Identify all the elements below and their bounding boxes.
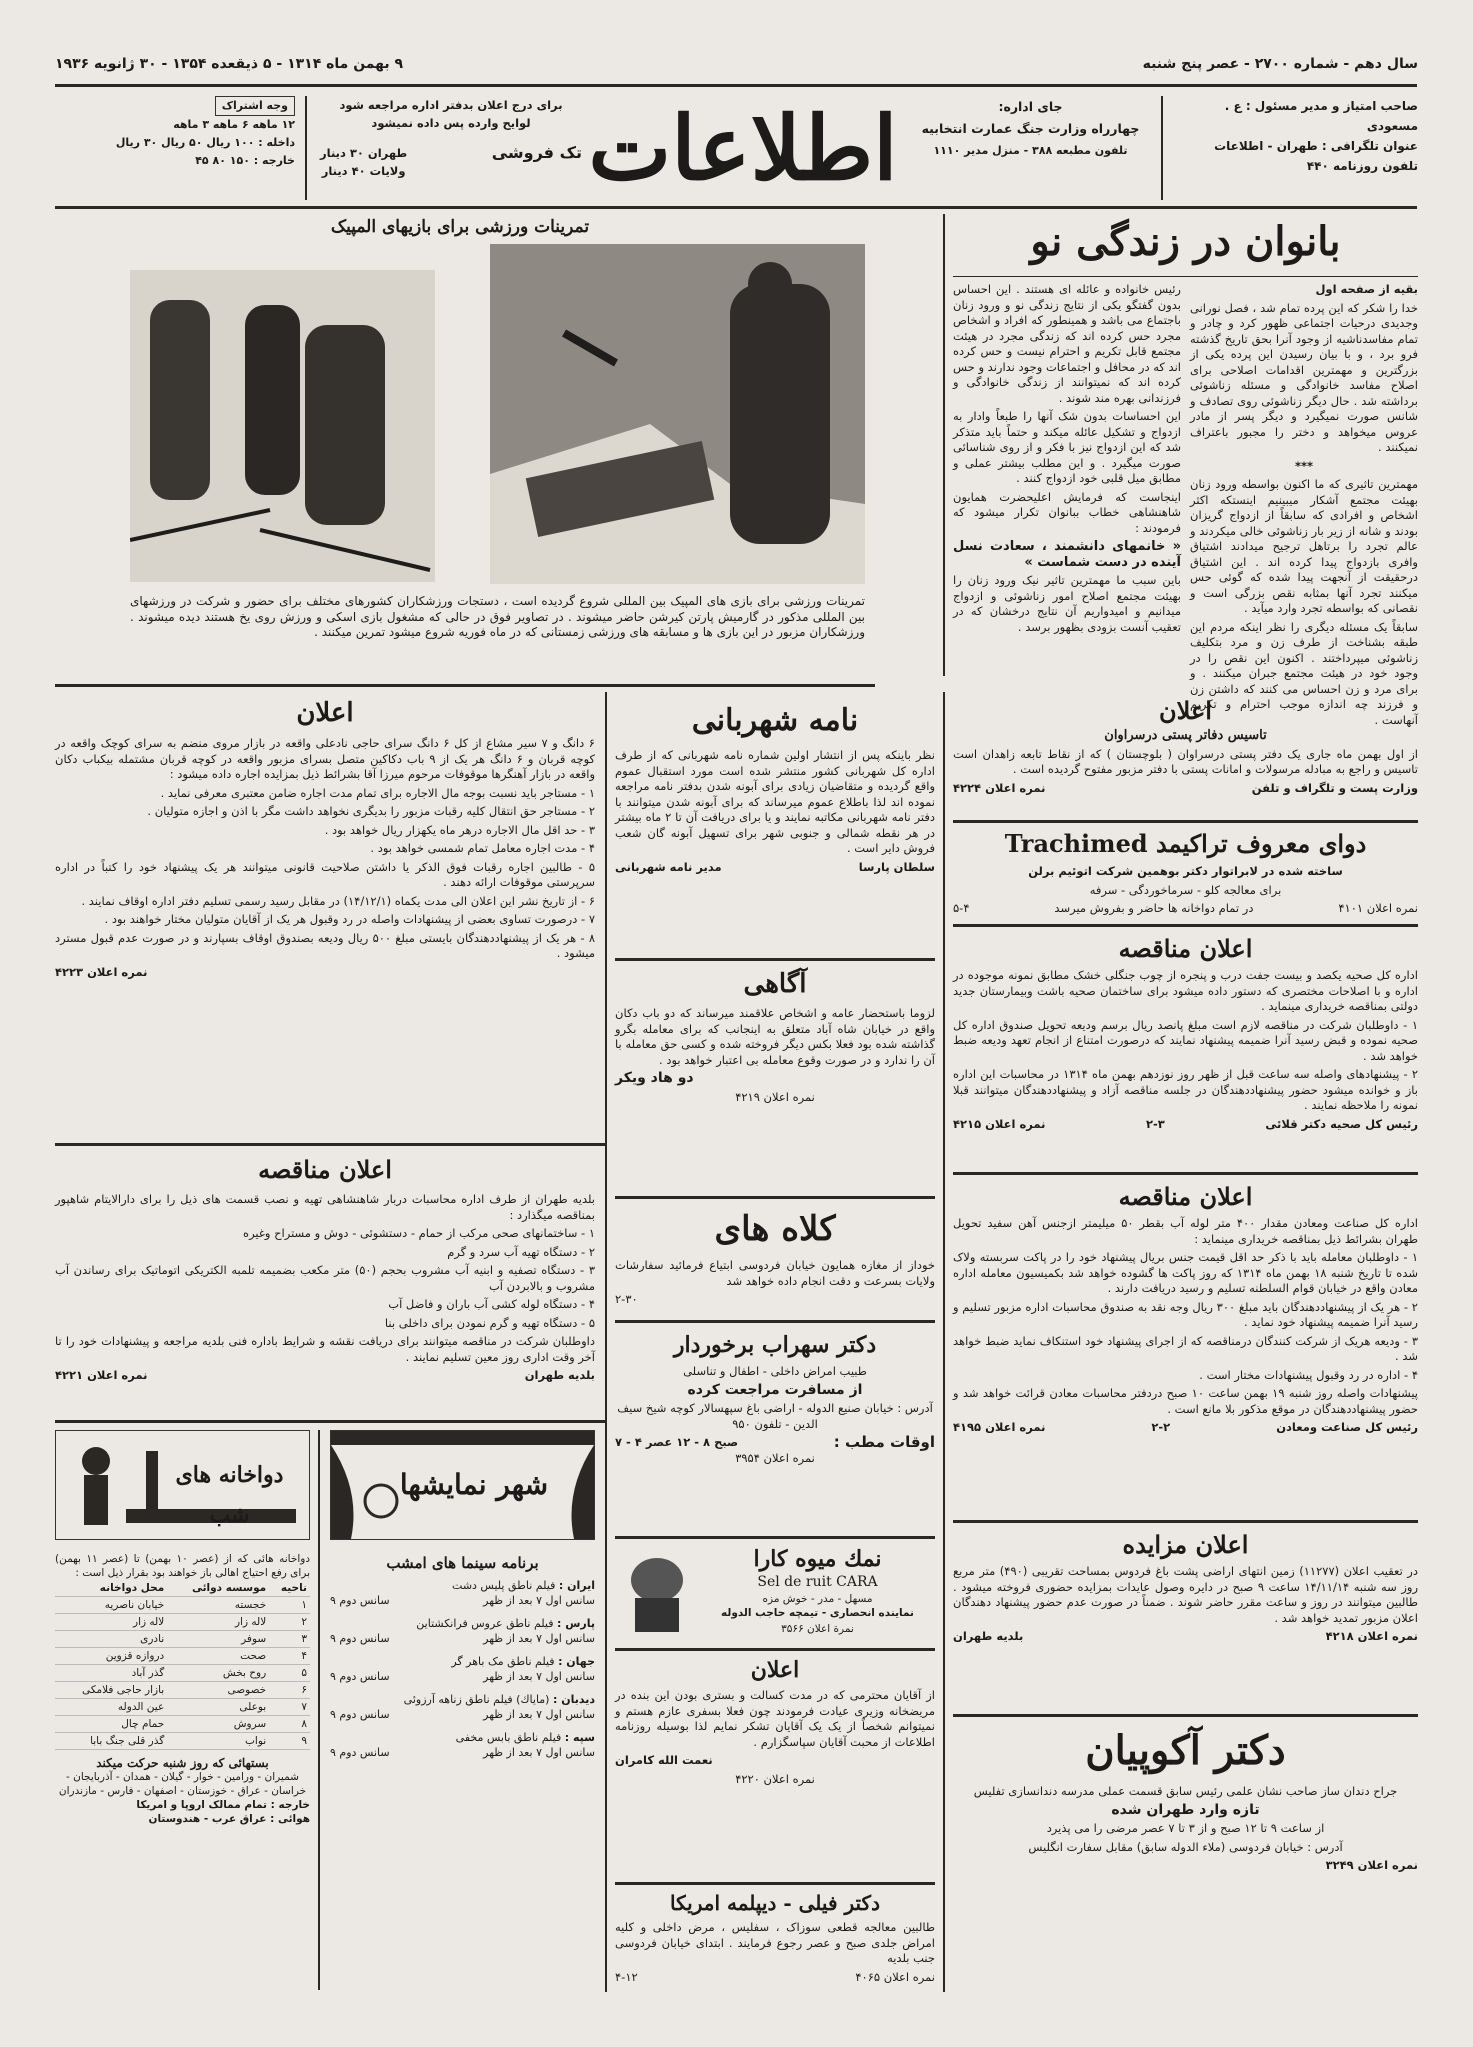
trachimed-title: دوای معروف تراكيمد Trachimed [1004, 829, 1367, 858]
doctor-filli-title: دکتر فیلی - دیپلمه امریکا [670, 1891, 880, 1915]
pharmacy-row [55, 1631, 310, 1648]
column-divider [318, 1430, 320, 1990]
olympics-caption: تمرینات ورزشی برای بازی های المپیک بین المللی شروع گردیده است ، دستجات ورزشکاران کشورهای مختلف برای حضور و شرکت در ورزشهای بین المللی مذکور در گارمیش پارتن کیرشن حاضر میشوند . در تصاویر فوق در حالی که مشغول بازی اسکی و ورزش روی یخ هستند دیده میشوند . ورزشکاران مزبور در این بازی ها و مسابقه های ورزشی زمستانی که در ماه فوریه شروع میشود تمرین میکنند . [130, 594, 865, 639]
cinema-session: سانس اول ۷ بعد از ظهر [483, 1632, 595, 1645]
pharmacy-cell: خصوصی [167, 1682, 269, 1699]
rule-trachimed [953, 924, 1418, 927]
post-air: هوائی : عراق عرب - هندوستان [148, 1813, 310, 1825]
women-paragraph: خدا را شکر که این پرده تمام شد ، فصل نورانی وجدیدی درحیات اجتماعی ظهور کرد و چادر و تمام مفاسدناشیه از وجود آنرا بحق تاریخ گذشته فرو برد ، و با بیان رسیدن این پرده یکی از بزرگترین و مهمترین اقدامات اصلاحی برای اصلاح مفاسد خانوادگی و مسئله زناشوئی برداشته شد . حال دیگر زناشوئی روی تصادف و شانس صورت نمیگیرد و دیگر پسر از مادر عروس میخواهد و دختر را مجبور باعتراف نمیکنند . [1190, 300, 1418, 454]
cinema-name: جهان : [558, 1655, 595, 1668]
rule-hats [615, 1320, 935, 1323]
cinema-item [330, 1730, 595, 1760]
pharmacy-cell: ۴ [269, 1648, 310, 1665]
cinema-program [330, 1552, 595, 1760]
pharmacy-cell: ۹ [269, 1733, 310, 1750]
pharmacy-logo: دواخانه های شب [175, 1462, 284, 1528]
pharmacy-cell: گذر آباد [55, 1665, 167, 1682]
notice-sign: دو هاد ویکر [615, 1070, 694, 1086]
auction-footer: نمره اعلان ۴۲۱۸ [1325, 1629, 1418, 1643]
pharmacy-header [55, 1580, 310, 1597]
pharmacy-cell: ۳ [269, 1631, 310, 1648]
tender-wood-body [953, 968, 1418, 1132]
tender-court-item: ۵ - دستگاه تهیه و گرم نمودن برای داخلی بنا [384, 1315, 595, 1330]
pharmacy-cell: دروازه قزوین [55, 1648, 167, 1665]
cinema-film: فیلم ناطق پلیس دشت [452, 1579, 556, 1592]
rule-auction [953, 1714, 1418, 1717]
doctor-sohrab-address: آدرس : خیابان صنیع الدوله - اراضی باغ سپهسالار کوچه شیخ سیف الدین - تلفون ۹۵۰ [617, 1401, 933, 1431]
auction-sign: بلدیه طهران [953, 1629, 1024, 1643]
top-rule [55, 84, 1417, 87]
hats-body [615, 1258, 935, 1311]
trachimed-code: ۵-۴ [953, 901, 970, 915]
postal-ad-sign: وزارت پست و تلگراف و تلفن [1251, 780, 1418, 795]
pharmacy-row [55, 1716, 310, 1733]
pharmacy-cell: لاله زار [55, 1614, 167, 1631]
office-phone: تلفون مطبعه ۳۸۸ - منزل مدیر ۱۱۱۰ [933, 144, 1128, 157]
masthead-rule [55, 206, 1417, 209]
cinema-name: سپه : [564, 1731, 595, 1744]
masthead-pricing [320, 96, 582, 180]
pharmacy-cell: ۶ [269, 1682, 310, 1699]
cinema-name: پارس : [556, 1617, 595, 1630]
small-ad-footer: نمره اعلان ۴۲۲۰ [735, 1771, 815, 1786]
cinema-film: فیلم ناطق بابس مخفی [455, 1731, 562, 1744]
doctor-sohrab-body [615, 1364, 935, 1469]
tender-iron-sign: رئیس کل صناعت ومعادن [1276, 1420, 1418, 1434]
rule-notice [615, 1196, 935, 1199]
ad-note-1: برای درج اعلان بدفتر اداره مراجعه شود [339, 98, 563, 112]
municipal-sign-role: مدیر نامه شهربانی [615, 859, 722, 874]
shops-ad-intro: ۶ دانگ و ۷ سیر مشاع از کل ۶ دانگ سرای حاجی نادعلی واقعه در بازار مروی منضم به سرای کوچک واقعه در کوچه قربان و ۶ دانگ هر یک از ۹ باب دکاکین متصل بسرای مزبور واقعه در کوچه قربان مشتمله بیکباب دکان واقعه در بازار آهنگرها موقوفات مرحوم میرزا آقا بشرائط ذیل بمزایده اجاره داده میشود : [55, 736, 596, 781]
women-paragraph: مهمترین تاثیری که ما اکنون بواسطه ورود زنان بهیئت مجتمع آشکار میبینیم اینستکه اکثر اشخاص و افرادی که سابقاً از ازدواج گریزان بودند و شانه از زیر بار زناشوئی خالی میکردند و عالم تجرد را برتاهل ترجیح میدادند اشتیاق وافری بازدواج پیدا کرده اند . این اشتیاق درحقیقت از آنجهت پیدا شده که گوئی حس میکنند تجرد آنها بمثابه نقص بزرگی است و نقصانی که بواسطه تجرد وارد میآید . [1190, 477, 1418, 615]
office-title: جای اداره: [998, 99, 1063, 114]
tender-iron-footer: نمره اعلان ۴۱۹۵ [953, 1420, 1046, 1434]
pharmacy-col: موسسه دوائی [167, 1580, 269, 1597]
dentist-body [953, 1784, 1418, 1877]
tender-iron-title: اعلان مناقصه [1118, 1182, 1253, 1211]
doctor-sohrab-subtitle: طبیب امراض داخلی - اطفال و تناسلی [683, 1364, 867, 1378]
tender-iron-item: ۲ - هر یک از پیشنهاددهندگان باید مبلغ ۳۰۰ ریال وجه نقد به صندوق محاسبات اداره مزبور تسلیم و رسید آنرا ضمیمه پیشنهاد خود نماید . [953, 1299, 1418, 1329]
date-line: ۹ بهمن ماه ۱۳۱۴ - ۵ ذیقعده ۱۳۵۴ - ۳۰ ژانویه ۱۹۳۶ [55, 56, 404, 72]
newspaper-logo: اطلاعات [588, 96, 898, 200]
postal-ad-title: اعلان [1159, 696, 1212, 725]
cara-ad [615, 1544, 935, 1642]
women-paragraph: سابقاً یک مسئله دیگری را نظر اینکه مردم این طبقه بشناخت از طرف زن و مرد بتکلیف زناشوئی میپرداختند . اکنون این نقص را در وجود خود در هیئت مجتمع جبران میکنند . و برای مرد و زن احساس می کنند که داشتن زن و فرزند چه اندازه موجب احترام و تکریم آنهاست . [1190, 619, 1418, 727]
tender-court-item: ۴ - دستگاه لوله کشی آب باران و فاضل آب [388, 1297, 595, 1311]
tender-court-body [55, 1192, 595, 1384]
telegraph-line: عنوان تلگرافی : طهران - اطلاعات [1214, 139, 1418, 153]
doctor-sohrab-returned: از مسافرت مراجعت کرده [687, 1381, 863, 1398]
dentist-title: دکتر آکوپیان [1085, 1727, 1286, 1774]
pharmacy-logo-box [55, 1430, 310, 1540]
doctor-sohrab-hours-title: اوقات مطب : [833, 1433, 935, 1451]
pharmacy-cell: خجسته [167, 1597, 269, 1614]
trachimed-line2: برای معالجه کلو - سرماخوردگی - سرفه [1089, 882, 1282, 897]
tender-wood-footer: نمره اعلان ۴۲۱۵ [953, 1116, 1046, 1131]
ad-note-2: لوایح وارده پس داده نمیشود [371, 116, 531, 130]
trachimed-body [953, 864, 1418, 917]
pharmacy-cell: حمام چال [55, 1716, 167, 1733]
pharmacy-row [55, 1733, 310, 1750]
women-title: بانوان در زندگی نو [1030, 218, 1341, 265]
pharmacy-row [55, 1648, 310, 1665]
cinema-film: فیلم ناطق عروس فرانکشتاین [416, 1617, 554, 1630]
pharmacy-col: ناحیه [269, 1580, 310, 1597]
shops-ad-body [55, 736, 595, 983]
cinema-session: سانس اول ۷ بعد از ظهر [483, 1594, 595, 1607]
hats-text: خوداز از مغازه همایون خیابان فردوسی ابتیاع فرمائید سفارشات ولایات بسرعت و دقت انجام داده خواهد شد [615, 1258, 935, 1288]
small-ad-body [615, 1688, 935, 1790]
hats-code: ۲-۳۰ [615, 1292, 638, 1306]
shops-ad-item: ۵ - طالبین اجاره رقبات فوق الذکر یا داشتن صلاحیت قانونی میتوانند هر یک پیشنهاد خود را کتباً در اداره سرپرستی موقوفات ارائه دهند . [55, 859, 595, 889]
trachimed-line3: در تمام دواخانه ها حاضر و بفروش میرسد [1054, 901, 1254, 915]
cinema-session: سانس دوم ۹ [330, 1632, 390, 1645]
cinema-session: سانس اول ۷ بعد از ظهر [483, 1746, 595, 1759]
cara-title: نمك میوه كارا [753, 1546, 882, 1572]
shops-ad-title: اعلان [296, 698, 354, 728]
ski-jump-illustration [490, 244, 865, 584]
women-paragraph: اینجاست که فرمایش اعلیحضرت همایون شاهنشاهی خطاب ببانوان تکرار میشود که فرمودند : [953, 489, 1181, 535]
subscription-row: خارجه : ۱۵۰ ۸۰ ۴۵ [195, 154, 295, 167]
masthead-divider [1161, 96, 1163, 200]
pharmacy-cell: ۵ [269, 1665, 310, 1682]
ski-jump-photo [490, 244, 865, 584]
rule-cara [615, 1648, 935, 1651]
tender-iron-item: ۳ - ودیعه هریک از شرکت کنندگان درمناقصه که از اجرای پیشنهاد خود استنکاف نماید ضبط خواهد شد . [953, 1333, 1418, 1363]
tender-wood-item: ۲ - پیشنهادهای واصله سه ساعت قبل از ظهر روز نوزدهم بهمن ماه ۱۳۱۴ در محاسبات این اداره باز و خوانده میشود حضور پیشنهاددهندگان در جلسه مناقصه آزاد و پیشنهاددهندگان میتوانند قبلا نمونه را ملاحظه نمایند . [953, 1067, 1418, 1112]
shops-ad-item: ۷ - درصورت تساوی بعضی از پیشنهادات واصله در رد وقبول هر یک از آقایان متولیان مختار خواهند بود . [104, 912, 595, 926]
tender-iron-body [953, 1216, 1418, 1436]
pharmacy-cell: گذر قلی جنگ بابا [55, 1733, 167, 1750]
women-col-left [953, 282, 1181, 638]
rule-tender-iron [953, 1520, 1418, 1523]
tender-court-sign: بلدیه طهران [524, 1368, 595, 1382]
column-divider [943, 214, 945, 676]
women-quote: « خانمهای دانشمند ، سعادت نسل آینده در دست شماست » [953, 539, 1181, 570]
notice-body [615, 1006, 935, 1108]
women-paragraph: رئیس خانواده و عائله ای هستند . این احساس بدون گفتگو یکی از نتایج زندگی نو و ورود زنان باجتماع می باشد و همینطور که افراد و اشخاص مجرد حس کرده اند که زندگی مجرد در هیئت مجتمع قابل تکریم و احترام نیست و حس کرده اند که در محافل و اجتماعات وجود ندارند و حس کرده اند که نمیتوانند از زندگی خانوادگی و فرزندانی بهره مند شوند . [953, 282, 1181, 405]
rule-small-ad [615, 1882, 935, 1885]
skiers-photo [130, 270, 435, 582]
pharmacy-cell: ۷ [269, 1699, 310, 1716]
municipal-title: نامه شهربانی [691, 703, 859, 738]
post-title: بستهائی که روز شنبه حرکت میکند [96, 1756, 269, 1770]
tender-wood-item: ۱ - داوطلبان شرکت در مناقصه لازم است مبلغ پانصد ریال برسم ودیعه تحویل صندوق اداره کل صحیه نموده و قبض رسید آنرا ضمیمه پیشنهاد نمایند که درصورت امتناع از انجام تعهد ودیعه ضبط خواهد شد . [953, 1017, 1418, 1063]
post-foreign: خارجه : تمام ممالک اروپا و امریکا [136, 1799, 310, 1811]
rule-tender-court [55, 1420, 605, 1423]
cinema-item [330, 1654, 595, 1684]
trachimed-footer: نمره اعلان ۴۱۰۱ [1338, 901, 1418, 915]
pharmacy-row [55, 1665, 310, 1682]
doctor-filli-text: طالبین معالجه قطعی سوزاک ، سفلیس ، مرض داخلی و کلیه امراض جلدی صبح و عصر رجوع فرمایند . ابتدای خیابان فردوسی جنب بلدیه [615, 1920, 935, 1965]
owner-line: صاحب امتیاز و مدیر مسئول : ع . مسعودی [1224, 99, 1418, 133]
pharmacy-cell: نواب [167, 1733, 269, 1750]
tender-iron-outro: پیشنهادات واصله روز شنبه ۱۹ بهمن ساعت ۱۰ صبح دردفتر محاسبات معادن قرائت خواهد شد و حضور پیشنهاددهندگان در موقع مذکور بلا مانع است . [953, 1386, 1418, 1416]
cinema-session: سانس اول ۷ بعد از ظهر [483, 1670, 595, 1683]
pharmacy-cell: روح بخش [167, 1665, 269, 1682]
doctor-sohrab-hours: صبح ۸ - ۱۲ عصر ۴ - ۷ [615, 1435, 739, 1449]
tender-wood-title: اعلان مناقصه [1118, 934, 1253, 963]
pharmacy-cell: ۸ [269, 1716, 310, 1733]
dentist-line1: جراح دندان ساز صاحب نشان علمی رئیس سابق قسمت عملی مدرسه دندانسازی تفلیس [973, 1784, 1398, 1798]
subscription-row: داخله : ۱۰۰ ریال ۵۰ ریال ۳۰ ریال [115, 136, 295, 149]
cinema-logo-box [330, 1430, 595, 1540]
tender-court-item: ۱ - ساختمانهای صحی مرکب از حمام - دستشوئی - دوش و مستراح وغیره [243, 1226, 595, 1240]
olympics-title: تمرینات ورزشی برای بازیهای المپیک [330, 217, 590, 237]
pharmacy-cell: سوفر [167, 1631, 269, 1648]
issue-info: سال دهم - شماره ۲۷۰۰ - عصر پنج شنبه [1142, 56, 1418, 72]
small-ad-sign: نعمت الله کامران [615, 1753, 713, 1767]
doctor-sohrab-footer: نمره اعلان ۳۹۵۴ [735, 1450, 815, 1465]
cara-footer: نمرة اعلان ۳۵۶۶ [781, 1623, 854, 1635]
doctor-filli-footer: نمره اعلان ۴۰۶۵ [855, 1969, 935, 1984]
notice-text: لزوما باستحضار عامه و اشخاص علاقمند میرساند که دو باب دکان واقع در خیابان شاه آباد متعلق به اینجانب که برای معامله بگرو گذاشته شده بود فعلا بکس دیگر فروخته شده و کسی حق معامله با آن را ندارد و در صورت وقوع معامله بی اعتبار خواهد بود . [615, 1006, 935, 1067]
pharmacy-cell: ۱ [269, 1597, 310, 1614]
phone-line: تلفون روزنامه ۴۴۰ [1306, 159, 1418, 173]
pharmacy-cell: صحت [167, 1648, 269, 1665]
cara-sub: مسهل - مدر - خوش مزه [762, 1593, 873, 1605]
rule-sohrab [615, 1536, 935, 1539]
pharmacy-col: محل دواخانه [55, 1580, 167, 1597]
cara-agency: نماینده انحصاری - تیمچه حاجب الدوله [721, 1607, 914, 1619]
pharmacy-row [55, 1597, 310, 1614]
dentist-address: آدرس : خیابان فردوسی (ملاء الدوله سابق) مقابل سفارت انگلیس [1028, 1839, 1343, 1854]
rule-tender-wood [953, 1172, 1418, 1175]
pharmacy-row [55, 1614, 310, 1631]
small-ad-text: از آقایان محترمی که در مدت کسالت و بستری بودن این بنده در مریضخانه وزیری عیادت فرمودند چون فعلا بسفری عازم هستم و نمیتوانم شخصاً از یک یک آقایان تشکر نمایم لذا بوسیله روزنامه اطلاعات از محبت آقایان سپاسگزارم . [615, 1688, 935, 1749]
cinema-session: سانس دوم ۹ [330, 1746, 390, 1759]
pharmacy-cell: عین الدوله [55, 1699, 167, 1716]
auction-title: اعلان مزایده [1122, 1530, 1249, 1559]
municipal-body [615, 748, 935, 875]
pharmacy-cell: لاله زار [167, 1614, 269, 1631]
tender-iron-item: ۴ - اداره در رد وقبول پیشنهادات مختار است . [1199, 1367, 1418, 1382]
shops-ad-item: ۸ - هر یک از پیشنهاددهندگان بایستی مبلغ ۵۰۰ ریال ودیعه بصندوق اوقاف بسپارند و در صورت عدم قبول مسترد میشود . [55, 930, 596, 960]
rule-olympics [55, 684, 875, 687]
municipal-text: نظر باینکه پس از انتشار اولین شماره نامه شهربانی که از طرف اداره کل شهربانی کشور منتشر شده است مورد استقبال عموم واقع گردیده و متقاضیان زیادی برای آبونه شدن بدفتر نامه مراجعه نموده اند لذا باطلاع عموم میرساند که برای آبونه شدن میتوانند با دفتر نامه شهربانی مکاتبه نمایند و یا برای دریافت آن تا ۲ ماه بیشتر در هر نقطه شمالی و جنوبی شهر برای تسهیل آبونه گان شعب فروش دایر است . [615, 748, 936, 855]
rule-municipal [615, 958, 935, 961]
cinema-film: فیلم ناطق مک باهر گر [451, 1655, 555, 1668]
single-price-row: ولایات ۴۰ دینار [321, 164, 406, 178]
postal-ad-body [953, 728, 1418, 796]
women-paragraph: این احساسات بدون شک آنها را طبعاً وادار به ازدواج و تشکیل عائله میکند و حتماً باید متذکر شد که این ازدواج نیز با فکر و از روی شناسائی صورت میگیرد . و این مطلب بیشتر عملی و مطابق میل قلبی خود ازدواج کنند . [953, 409, 1181, 485]
pharmacy-cell: ۲ [269, 1614, 310, 1631]
trachimed-line1: ساخته شده در لابراتوار دکتر بوهمین شرکت اتوئیم برلن [1028, 864, 1343, 878]
single-price-row: طهران ۳۰ دینار [320, 146, 408, 160]
pharmacy-cell: نادری [55, 1631, 167, 1648]
cinema-film: (ماياك) فیلم ناطق زناهه آرزوئی [403, 1693, 550, 1706]
office-address: چهارراه وزارت جنگ عمارت انتخابیه [921, 121, 1140, 136]
women-col-right [1190, 282, 1418, 731]
notice-footer: نمره اعلان ۴۲۱۹ [735, 1089, 815, 1104]
cinema-item [330, 1578, 595, 1608]
column-divider [943, 692, 945, 1992]
doctor-filli-code: ۴-۱۲ [615, 1969, 638, 1984]
cinema-session: سانس اول ۷ بعد از ظهر [483, 1708, 595, 1721]
separator-stars: *** [1294, 458, 1314, 473]
pharmacy-row [55, 1682, 310, 1699]
pharmacy-cell: بوعلی [167, 1699, 269, 1716]
shops-ad-item: ۳ - حد اقل مال الاجاره درهر ماه یکهزار ریال خواهد بود . [324, 822, 595, 837]
single-price-title: تک فروشی [491, 143, 582, 162]
tender-iron-item: ۱ - داوطلبان معامله باید با ذکر حد اقل قیمت جنس بریال پیشنهاد خود را در پاکت سربسته ولاک شده تا تاریخ شنبه ۱۸ بهمن ماه ۱۳۱۴ که روز پاکت ها گشوده خواهد شد بکمیسیون معامله اداره معادن واقع در خیابان قوام السلطنه تسلیم و رسید دریافت دارند . [953, 1250, 1418, 1295]
auction-text: در تعقیب اعلان (۱۱۲۷۷) زمین انتهای اراضی پشت باغ فردوس بمساحت تقریبی (۴۹۰) متر مربع روز سه شنبه ۱۴/۱۱/۱۴ ساعت ۹ صبح در دایره وصول عایدات بمزایده حضوری فروخته میشود . طالبین میتوانند در روز و ساعت مقرر حاضر شوند . ضمناً در صورت عدم حضور پیشنهاد دهندگان اعلان مزبور تمدید خواهد شد . [953, 1564, 1419, 1625]
skiers-illustration [130, 270, 435, 582]
rule-postal [953, 820, 1418, 823]
cinema-session: سانس دوم ۹ [330, 1670, 390, 1683]
subscription-header: ۱۲ ماهه ۶ ماهه ۳ ماهه [173, 118, 295, 131]
masthead-office [913, 96, 1148, 162]
tender-iron-intro: اداره کل صناعت ومعادن مقدار ۴۰۰ متر لوله آب بقطر ۵۰ میلیمتر ازجنس آهن سفید تحویل طهران بشرائط ذیل بمناقصه خریداری مینماید : [953, 1216, 1418, 1246]
cinema-item [330, 1692, 595, 1722]
masthead-divider-left [305, 96, 307, 200]
doctor-sohrab-title: دکتر سهراب برخوردار [673, 1332, 877, 1358]
shops-ad-item: ۲ - مستاجر حق انتقال کلیه رقبات مزبور را بدیگری نخواهد داشت مگر با اذن و اجازه متولیان . [147, 804, 595, 818]
masthead-owner [1178, 96, 1418, 176]
tender-court-footer: نمره اعلان ۴۲۲۱ [55, 1368, 148, 1382]
postal-ad-footer: نمره اعلان ۴۲۲۴ [953, 780, 1046, 795]
masthead-subscription [55, 96, 295, 170]
dentist-line3: از ساعت ۹ تا ۱۲ صبح و از ۳ تا ۷ عصر مرضی را می پذیرد [1046, 1821, 1325, 1835]
hats-title: کلاه های [714, 1209, 836, 1249]
shops-ad-footer: نمره اعلان ۴۲۲۳ [55, 964, 148, 979]
shops-ad-item: ۶ - از تاریخ نشر این اعلان الی مدت یکماه (۱۴/۱۲/۱) در مقابل رسید رسمی تسلیم دفتر اداره اوقاف نمایند . [81, 893, 595, 908]
tender-court-item: ۳ - دستگاه تصفیه و ابنیه آب مشروب بحجم (۵۰) متر مکعب بضمیمه تلمبه الکتریکی اتوماتیک برای رساندن آب مشروب و بالابردن آب [55, 1263, 595, 1293]
tender-wood-sign: رئیس کل صحیه دکتر قلائی [1265, 1116, 1418, 1131]
cinema-session: سانس دوم ۹ [330, 1708, 390, 1721]
tender-court-outro: داوطلبان شرکت در مناقصه میتوانند برای دریافت نقشه و شرایط باداره فنی بلدیه مراجعه و پیشنهادات خود را تا آخر وقت اداری روز معین تسلیم نمایند . [55, 1334, 595, 1364]
pharmacy-intro: دواخانه هائی که از (عصر ۱۰ بهمن) تا (عصر ۱۱ بهمن) برای رفع احتیاج اهالی باز خواهند بود بقرار ذیل است : [55, 1553, 310, 1579]
municipal-sign-name: سلطان پارسا [858, 859, 935, 874]
postal-ad-text: از اول بهمن ماه جاری یک دفتر پستی درسراوان ( بلوچستان ) که از نقاط تابعه زاهدان است تاسیس و راجع به مبادله مرسولات و امانات پستی با دفتر مزبور مفتوح گردیده است . [953, 746, 1418, 776]
women-kicker: بقیه از صفحه اول [1315, 282, 1418, 296]
tender-court-intro: بلدیه طهران از طرف اداره محاسبات دربار شاهنشاهی تهیه و نصب قسمت های ذیل را برای دارالایتام شاهپور بمناقصه میگذارد : [55, 1192, 595, 1222]
cinema-name: ایران : [558, 1579, 595, 1592]
pharmacy-cell: سروش [167, 1716, 269, 1733]
post-body: شمیران - ورامین - خوار - گیلان - همدان - آذربایجان - خراسان - عراق - خوزستان - اصفهان - فارس - مازندران [58, 1771, 307, 1797]
doctor-filli-body [615, 1920, 935, 1985]
auction-body [953, 1564, 1418, 1645]
pharmacy-list [55, 1552, 310, 1826]
tender-wood-intro: اداره کل صحیه یکصد و بیست جفت درب و پنجره از چوب جنگلی خشک مطابق نمونه موجوده در اداره و با اصلاحات مختصری که دستور داده میشود برای ساختمان صحیه باشت وبیمارستان جدید دولتی بمناقصه خریداری مینماید . [953, 968, 1418, 1013]
shops-ad-item: ۴ - مدت اجاره معامل تمام شمسی خواهد بود . [370, 841, 595, 855]
fruit-jar-icon [619, 1550, 695, 1636]
women-title-rule [953, 276, 1418, 277]
tender-iron-code: ۲-۲ [1151, 1420, 1171, 1434]
cara-latin: Sel de ruit CARA [757, 1574, 878, 1590]
shops-ad-item: ۱ - مستاجر باید نسبت بوجه مال الاجاره برای تمام مدت اجاره ضامن معتبری معرفی نماید . [160, 785, 595, 800]
tender-wood-code: ۲-۳ [1146, 1116, 1165, 1131]
postal-ad-line1: تاسیس دفاتر پستی درسراوان [1104, 728, 1267, 743]
cinema-session: سانس دوم ۹ [330, 1594, 390, 1607]
rule-shops [55, 1143, 605, 1146]
column-divider [605, 692, 607, 1992]
subscription-title: وجه اشتراک [215, 96, 295, 116]
cinema-name: دیدبان : [552, 1693, 595, 1706]
tender-court-item: ۲ - دستگاه تهیه آب سرد و گرم [447, 1244, 595, 1259]
women-paragraph: باین سبب ما مهمترین تاثیر نیک ورود زنان را بهیئت مجتمع اصلاح امور زناشوئی و ازدواج میدانیم و امیدواریم آن نتایج درخشان که در تعقیب آنست بزودی بظهور برسد . [953, 573, 1181, 634]
pharmacy-cell: خیابان ناصریه [55, 1597, 167, 1614]
pharmacy-cell: بازار حاجی فلامکی [55, 1682, 167, 1699]
notice-title: آگاهی [743, 969, 807, 999]
cinema-logo: شهر نمایشها [399, 1468, 549, 1501]
pharmacy-row [55, 1699, 310, 1716]
dentist-footer: نمره اعلان ۳۲۴۹ [1325, 1858, 1418, 1872]
pharmacy-table [55, 1580, 310, 1750]
cinema-title: برنامه سینما های امشب [386, 1554, 539, 1572]
cinema-item [330, 1616, 595, 1646]
dentist-line2: تازه وارد طهران شده [1111, 1801, 1260, 1818]
small-ad-title: اعلان [750, 1657, 800, 1683]
tender-court-title: اعلان مناقصه [258, 1155, 392, 1184]
